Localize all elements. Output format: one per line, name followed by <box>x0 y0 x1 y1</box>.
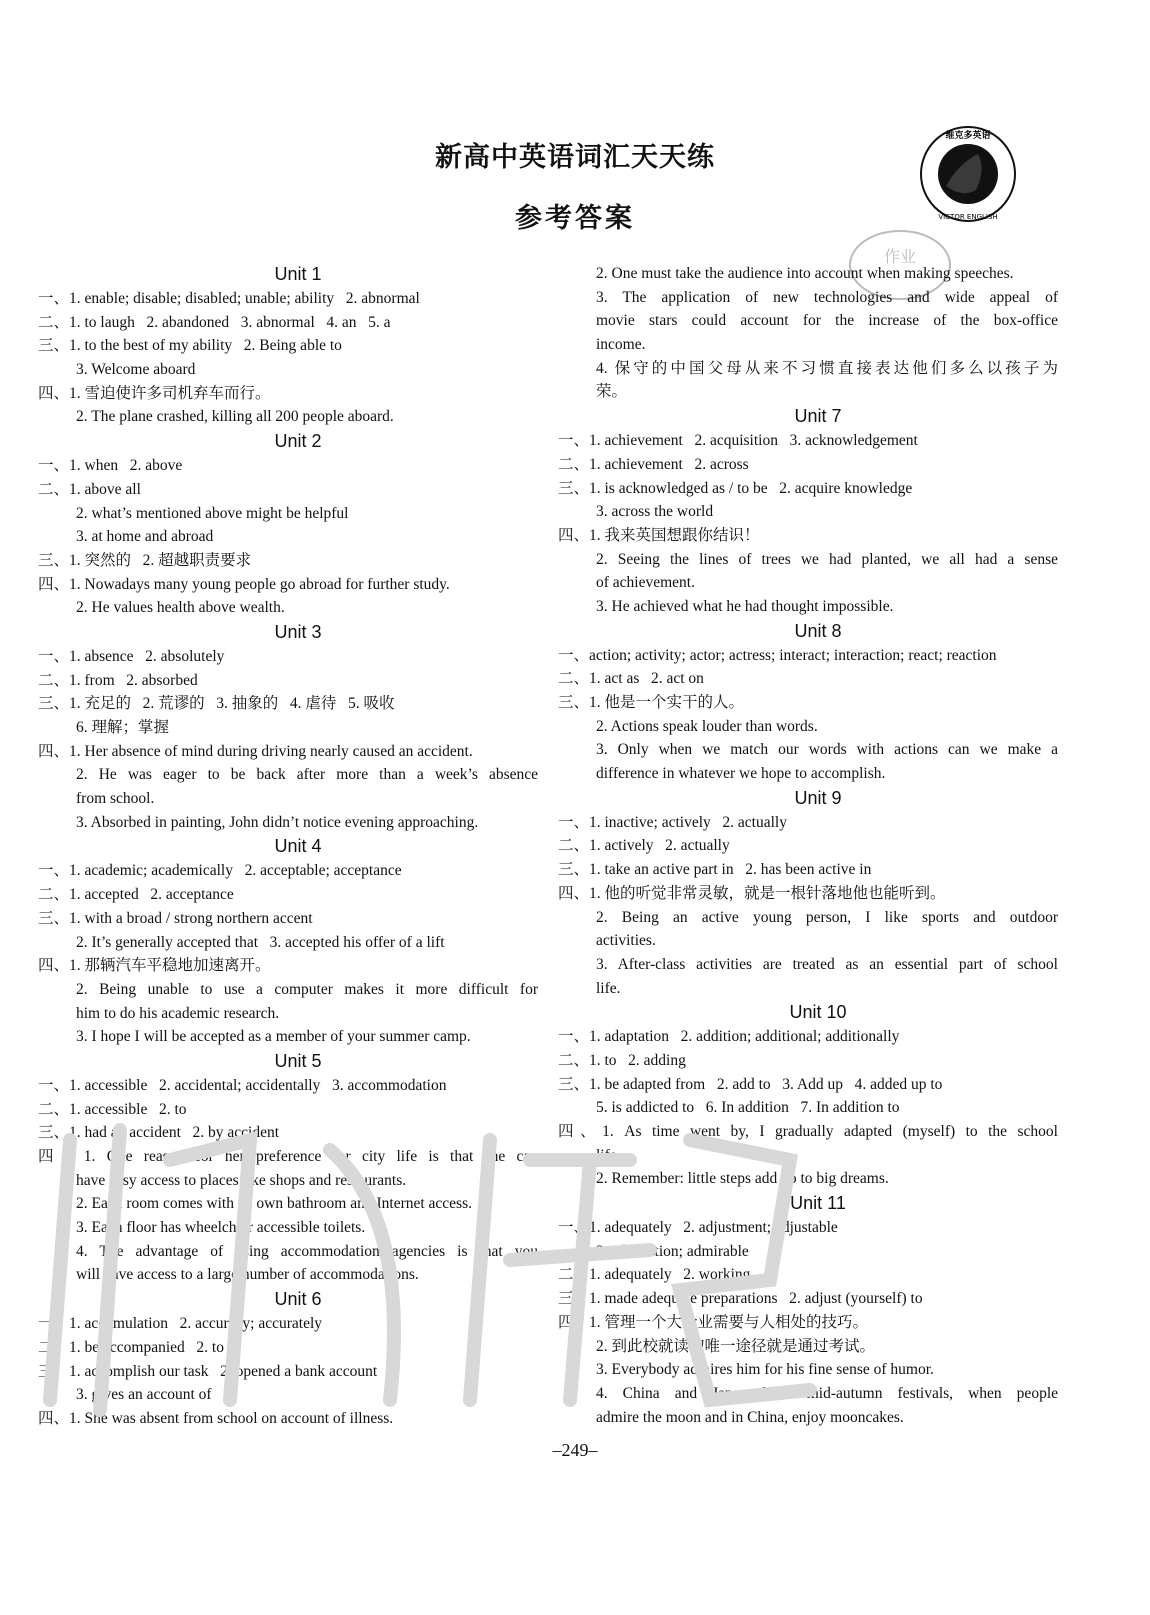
answer-line: 二、1. act as 2. act on <box>558 670 704 688</box>
answer-line: 3. Everybody admires him for his fine sense of humor. <box>596 1361 934 1379</box>
answer-line: 3. admiration; admirable <box>596 1242 749 1260</box>
answer-line: 3. at home and abroad <box>76 528 214 546</box>
answer-line: 3. After-class activities are treated as an essential part of school <box>596 955 1058 973</box>
svg-text:作业: 作业 <box>883 247 917 266</box>
answer-line: 3. I hope I will be accepted as a member of your summer camp. <box>76 1028 471 1046</box>
answer-line: 三、1. accomplish our task 2. opened a bank account <box>38 1362 378 1380</box>
answer-line: 6. 理解；掌握 <box>76 719 170 736</box>
answer-line: 3. across the world <box>596 503 714 521</box>
answer-line: 三、1. 突然的 2. 超越职责要求 <box>38 551 252 569</box>
unit-heading: Unit 1 <box>274 264 322 284</box>
answer-line: 二、1. to 2. adding <box>558 1051 686 1069</box>
answer-line: 一、1. enable; disable; disabled; unable; ability 2. abnormal <box>38 290 420 307</box>
answer-line: 一、1. when 2. above <box>38 457 183 475</box>
answer-line: 三、1. 他是一个实干的人。 <box>558 694 745 711</box>
answer-column-left <box>38 262 538 1431</box>
answer-line: 2. Remember: little steps add up to big dreams. <box>596 1170 889 1188</box>
answer-line: will have access to a large number of accommodations. <box>76 1266 419 1284</box>
answer-line: 三、1. 充足的 2. 荒谬的 3. 抽象的 4. 虐待 5. 吸收 <box>38 695 395 713</box>
answer-line: 2. He was eager to be back after more than a week’s absence <box>76 766 538 784</box>
answer-line: 一、1. adaptation 2. addition; additional; additionally <box>558 1028 900 1046</box>
answer-line: 四、1. 那辆汽车平稳地加速离开。 <box>38 957 271 975</box>
answer-line: 5. is addicted to 6. In addition 7. In addition to <box>596 1099 900 1117</box>
unit-heading: Unit 2 <box>274 431 322 452</box>
answer-line: 荣。 <box>596 383 628 401</box>
answer-line: 一、1. inactive; actively 2. actually <box>558 813 787 831</box>
answer-line: 三、1. made adequate preparations 2. adjust (yourself) to <box>558 1290 923 1308</box>
answer-line: 四、1. 他的听觉非常灵敏，就是一根针落地他也能听到。 <box>558 884 946 902</box>
answer-line: 3. Only when we match our words with actions can we make a <box>596 741 1058 759</box>
answer-line: 一、1. achievement 2. acquisition 3. acknowledgement <box>558 432 918 450</box>
answer-line: life. <box>596 1146 621 1164</box>
unit-heading: Unit 7 <box>794 406 842 427</box>
page-subtitle: 参考答案 <box>515 203 635 234</box>
answer-line: movie stars could account for the increase of the box-office <box>596 312 1058 330</box>
answer-line: admire the moon and in China, enjoy mooncakes. <box>596 1408 904 1426</box>
answer-line: 2. One must take the audience into account when making speeches. <box>596 265 1014 282</box>
answer-line: 二、1. to laugh 2. abandoned 3. abnormal 4. an 5. a <box>38 313 391 331</box>
answer-line: 二、1. adequately 2. working <box>558 1266 751 1284</box>
answer-line: 3. gives an account of <box>76 1386 212 1404</box>
answer-line: 2. what’s mentioned above might be helpful <box>76 504 349 522</box>
answer-line: 2. Being unable to use a computer makes it more difficult for <box>76 980 538 998</box>
unit-heading: Unit 6 <box>274 1289 322 1310</box>
unit-heading: Unit 3 <box>274 621 322 642</box>
answer-line: activities. <box>596 932 656 950</box>
answer-line: of achievement. <box>596 574 695 592</box>
answer-line: 三、1. take an active part in 2. has been active in <box>558 861 872 879</box>
answer-line: 四、1. Nowadays many young people go abroad for further study. <box>38 575 450 593</box>
answer-line: 一、1. academic; academically 2. acceptable; acceptance <box>38 862 402 880</box>
answer-line: 2. The plane crashed, killing all 200 people aboard. <box>76 408 394 426</box>
answer-line: 3. Welcome aboard <box>76 361 196 379</box>
answer-line: him to do his academic research. <box>76 1004 280 1022</box>
answer-line: 2. Each room comes with its own bathroom and Internet access. <box>76 1195 472 1213</box>
unit-heading: Unit 5 <box>274 1050 322 1071</box>
answer-line: 3. Absorbed in painting, John didn’t notice evening approaching. <box>76 813 479 831</box>
victor-english-logo <box>918 124 1018 224</box>
answer-line: 一、1. adequately 2. adjustment; adjustable <box>558 1219 838 1237</box>
answer-line: life. <box>596 979 621 997</box>
answer-line: 4. 保守的中国父母从来不习惯直接表达他们多么以孩子为 <box>596 359 1058 377</box>
answer-line: 四、1. One reason for her preference for city life is that she can <box>38 1148 538 1165</box>
answer-line: from school. <box>76 790 155 808</box>
unit-heading: Unit 11 <box>790 1193 846 1214</box>
answer-line: difference in whatever we hope to accomplish. <box>596 765 886 783</box>
answer-line: 2. It’s generally accepted that 3. accepted his offer of a lift <box>76 933 445 951</box>
answer-line: 三、1. is acknowledged as / to be 2. acquire knowledge <box>558 479 913 497</box>
answer-line: 2. Actions speak louder than words. <box>596 717 818 735</box>
answer-line: 二、1. accepted 2. acceptance <box>38 886 234 904</box>
answer-column-right <box>558 262 1058 1429</box>
answer-line: 2. He values health above wealth. <box>76 599 285 617</box>
answer-line: 4. China and Japan have mid-autumn festivals, when people <box>596 1384 1058 1402</box>
answer-line: have easy access to places like shops and restaurants. <box>76 1171 407 1189</box>
answer-line: 三、1. had an accident 2. by accident <box>38 1124 280 1142</box>
answer-line: 四、1. She was absent from school on account of illness. <box>38 1409 394 1427</box>
svg-text:VICTOR ENGLISH: VICTOR ENGLISH <box>938 213 998 221</box>
answer-line: 2. Seeing the lines of trees we had planted, we all had a sense <box>596 550 1058 568</box>
answer-line: 二、1. achievement 2. across <box>558 455 749 473</box>
answer-line: 一、1. accumulation 2. accuracy; accurately <box>38 1315 323 1333</box>
answer-line: 四、1. As time went by, I gradually adapted (myself) to the school <box>558 1123 1058 1140</box>
answer-line: 二、1. actively 2. actually <box>558 837 730 855</box>
answer-line: 四、1. 雪迫使许多司机弃车而行。 <box>38 384 271 402</box>
unit-heading: Unit 8 <box>794 620 842 641</box>
answer-line: 3. The application of new technologies and wide appeal of <box>596 288 1058 306</box>
answer-line: 二、1. be accompanied 2. to <box>38 1338 224 1356</box>
answer-line: 二、1. accessible 2. to <box>38 1100 187 1118</box>
answer-line: 三、1. with a broad / strong northern accent <box>38 909 313 927</box>
answer-line: 一、1. absence 2. absolutely <box>38 647 225 665</box>
svg-text:维克多英语: 维克多英语 <box>945 131 991 141</box>
answer-line: income. <box>596 336 646 354</box>
answer-line: 2. Being an active young person, I like sports and outdoor <box>596 908 1058 926</box>
answer-line: 三、1. to the best of my ability 2. Being able to <box>38 337 342 355</box>
answer-line: 四、1. 我来英国想跟你结识！ <box>558 526 760 544</box>
page-title: 新高中英语词汇天天练 <box>435 142 715 173</box>
page-number: –249– <box>552 1440 598 1460</box>
answer-line: 4. The advantage of using accommodation agencies is that you <box>76 1242 538 1260</box>
answer-line: 2. 到此校就读的唯一途径就是通过考试。 <box>596 1337 876 1355</box>
unit-heading: Unit 4 <box>274 836 322 857</box>
answer-line: 3. Each floor has wheelchair accessible toilets. <box>76 1219 366 1237</box>
answer-line: 二、1. from 2. absorbed <box>38 671 198 689</box>
unit-heading: Unit 9 <box>794 787 842 808</box>
answer-line: 三、1. be adapted from 2. add to 3. Add up 4. added up to <box>558 1075 943 1093</box>
answer-line: 一、action; activity; actor; actress; interact; interaction; react; reaction <box>558 646 997 664</box>
answer-line: 四、1. Her absence of mind during driving nearly caused an accident. <box>38 742 473 760</box>
answer-line: 一、1. accessible 2. accidental; accidentally 3. accommodation <box>38 1076 447 1094</box>
answer-line: 3. He achieved what he had thought impossible. <box>596 597 894 615</box>
answer-line: 二、1. above all <box>38 480 141 498</box>
unit-heading: Unit 10 <box>789 1002 847 1023</box>
answer-line: 四、1. 管理一个大企业需要与人相处的技巧。 <box>558 1313 869 1331</box>
